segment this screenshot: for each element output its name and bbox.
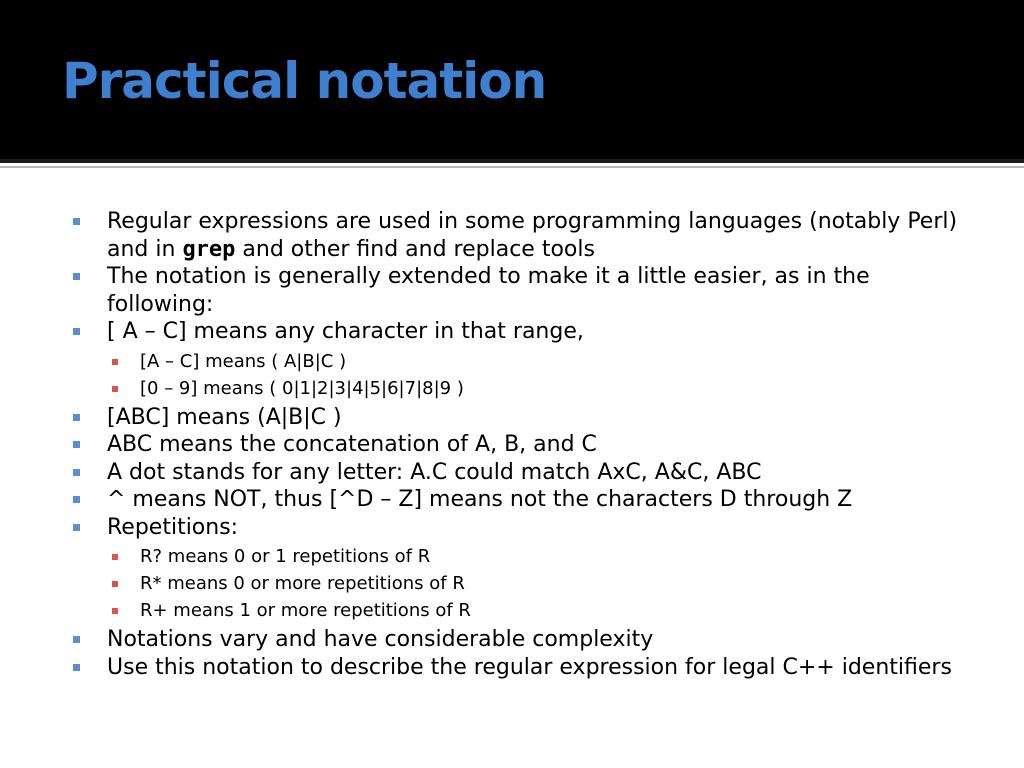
square-bullet-icon [112,386,118,392]
square-bullet-icon [73,664,80,671]
bullet-text: ^ means NOT, thus [^D – Z] means not the characters D through Z [107,487,853,512]
sub-bullet-item [0,546,1024,568]
grep-code: grep [182,236,236,262]
bullet-text: Use this notation to describe the regular expression for legal C++ identifiers [107,654,952,680]
bullet-text: ABC means the concatenation of A, B, and C [107,432,597,457]
bullet-item [0,459,1024,487]
square-bullet-icon [73,469,80,476]
sub-bullet-item [0,573,1024,595]
square-bullet-icon [73,328,80,335]
sub-bullet-item [0,600,1024,622]
bullet-text: [ABC] means (A|B|C ) [107,404,342,430]
title-bar [0,0,1024,159]
bullet-item [0,208,1024,263]
bullet-item [0,404,1024,432]
square-bullet-icon [73,636,80,643]
sub-bullet-text: [0 – 9] means ( 0|1|2|3|4|5|6|7|8|9 ) [140,377,464,399]
sub-bullet-text: R* means 0 or more repetitions of R [140,573,465,594]
square-bullet-icon [73,441,80,448]
square-bullet-icon [112,359,118,365]
bullet-text: Regular expressions are used in some programming languages (notably Perl) and in [107,209,958,262]
bullet-item [0,318,1024,346]
square-bullet-icon [73,414,80,421]
sub-bullet-item [0,378,1024,400]
bullet-text: The notation is generally extended to make it a little easier, as in the following: [107,264,870,317]
title-divider [0,159,1024,163]
square-bullet-icon [112,554,118,560]
bullet-text: Repetitions: [107,514,239,540]
sub-bullet-text: R+ means 1 or more repetitions of R [140,600,471,621]
bullet-list [0,208,1024,681]
bullet-item [0,431,1024,459]
sub-bullet-item [0,351,1024,373]
square-bullet-icon [112,581,118,587]
bullet-item [0,263,1024,318]
bullet-text: [ A – C] means any character in that range, [107,319,584,344]
square-bullet-icon [73,524,80,531]
bullet-text: and other find and replace tools [235,236,595,262]
sub-bullet-text: R? means 0 or 1 repetitions of R [140,546,431,567]
square-bullet-icon [112,608,118,614]
bullet-item [0,626,1024,654]
square-bullet-icon [73,496,80,503]
bullet-item [0,514,1024,542]
bullet-item [0,654,1024,682]
bullet-item [0,486,1024,514]
slide-title: Practical notation [62,52,547,110]
sub-bullet-text: [A – C] means ( A|B|C ) [140,350,347,372]
bullet-text: Notations vary and have considerable complexity [107,627,654,652]
square-bullet-icon [73,273,80,280]
square-bullet-icon [73,218,80,225]
bullet-text: A dot stands for any letter: A.C could match AxC, A&C, ABC [107,459,762,485]
title-divider-light [0,166,1024,168]
